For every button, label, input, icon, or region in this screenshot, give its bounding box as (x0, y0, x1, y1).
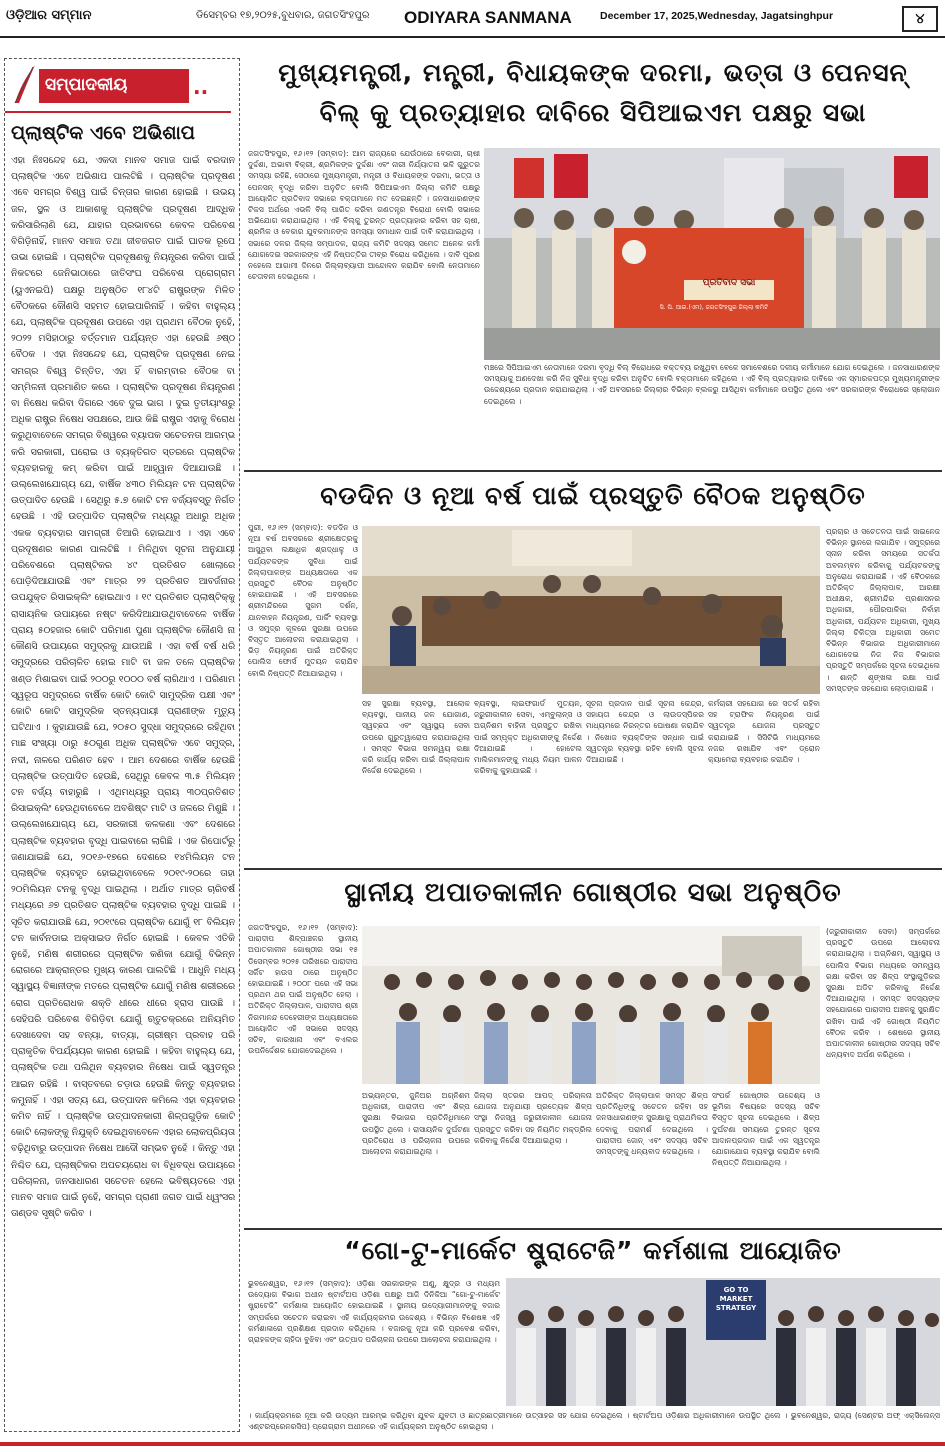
cpim-photo-caption: ମଞ୍ଚରେ ସିପିଆଇଏମ ନେତାମାନେ ଦରମା ବୃଦ୍ଧି ବିଲ୍ ବିରୋଧରେ ବକ୍ତବ୍ୟ ରଖୁଥିବା ବେଳେ ସମାବେଶରେ ଦଳୀୟ କର୍ମୀମାନେ ଯୋଗ ଦେଇଥିଲେ । ଜନସାଧାରଣଙ୍କ ସମସ୍ୟାକୁ ଅଣଦେଖା କରି ନିଜ ସୁବିଧା ବୃଦ୍ଧି କରିବା ଅନୁଚିତ ବୋଲି ବକ୍ତାମାନେ କହିଥିଲେ । ଏହି ବିଲ୍ ପ୍ରତ୍ୟାହାର ଦାବିରେ ଏକ ସ୍ମାରକପତ୍ର ମୁଖ୍ୟମନ୍ତ୍ରୀଙ୍କ ଉଦ୍ଦେଶ୍ୟରେ ପ୍ରଦାନ କରାଯାଇଥିଲା । ଏହି ଅବସରରେ ଜିଲ୍ଲାର ବିଭିନ୍ନ ବ୍ଲକରୁ ଆସିଥିବା କର୍ମୀମାନେ ଉପସ୍ଥିତ ଥିଲେ ଏବଂ ସରକାରଙ୍କ ବିରୋଧରେ ସ୍ଲୋଗାନ ଦେଇଥିଲେ । (484, 363, 940, 406)
gtm-workshop-photo (506, 1278, 940, 1406)
cpim-headline-line2: ବିଲ୍ କୁ ପ୍ରତ୍ୟାହାର ଦାବିରେ ସିପିଆଇଏମ ପକ୍ଷରୁ ସଭା (319, 98, 867, 127)
emergency-body-mid3: ଅତିରିକ୍ତ ଜିଲ୍ଲାପାଳ ସମସ୍ତ ଶିଳ୍ପ ପ୍ରତିନିଧିଙ୍କୁ ସଚେତନ ରହିବା ସହ ଜନସାଧାରଣଙ୍କ ସୁରକ୍ଷାକୁ ପ୍ରାଥମିକତା ଦେବାକୁ ପରାମର୍ଶ ଦେଇଥିଲେ । ପାରାଦୀପ ଜୋନ୍ ଏବଂ ସଦସ୍ୟ ସଚିବ ସମସ୍ତଙ୍କୁ ଧନ୍ୟବାଦ ଦେଇଥିଲେ । (596, 1091, 708, 1157)
protest-banner-subtitle: ସି. ପି. ଆଇ.(ଏମ), ଜଗତସିଂହପୁର ଜିଲ୍ଲା କମିଟି (659, 304, 769, 311)
cpim-rally-illustration (484, 148, 940, 360)
christmas-body-mid1: ସହ ସୁରକ୍ଷା ବ୍ୟବସ୍ଥା, ଆଲୋକ ବ୍ୟବସ୍ଥା, ପାନୀୟ ଜଳ ଯୋଗାଣ, ସ୍ୱଚ୍ଛତା ଏବଂ ସ୍ୱାସ୍ଥ୍ୟ ସେବା ଉପରେ ଗୁରୁତ୍ୱାରୋପ କରାଯାଇଥିଲା । ସମସ୍ତ ବିଭାଗ ସମନ୍ୱୟ ରକ୍ଷା କରି କାର୍ଯ୍ୟ କରିବା ପାଇଁ ଜିଲ୍ଲାପାଳ ନିର୍ଦ୍ଦେଶ ଦେଇଥିଲେ । (362, 699, 470, 776)
protest-banner-title: ପ୍ରତିବାଦ ସଭା (702, 278, 756, 288)
christmas-headline: ବଡଦିନ ଓ ନୂଆ ବର୍ଷ ପାଇଁ ପ୍ରସ୍ତୁତି ବୈଠକ ଅନୁଷ୍ଠିତ (320, 481, 866, 510)
emergency-body-right: (ଜରୁରୀକାଳୀନ ସେବା) ସମ୍ପର୍କରେ ପ୍ରସ୍ତୁତି ଉପରେ ଆଲୋଚନା କରାଯାଇଥିଲା । ଅଗ୍ନିଶମ, ସ୍ୱାସ୍ଥ୍ୟ ଓ ପୋଲିସ ବିଭାଗ ମଧ୍ୟରେ ସମନ୍ୱୟ ରକ୍ଷା କରିବା ସହ ଶିଳ୍ପ ସଂସ୍ଥାଗୁଡ଼ିକର ସୁରକ୍ଷା ଅଡିଟ କରିବାକୁ ନିର୍ଦ୍ଦେଶ ଦିଆଯାଇଥିଲା । ସମସ୍ତ ସଦସ୍ୟଙ୍କ ସହଯୋଗରେ ପାରାଦୀପ ଅଞ୍ଚଳକୁ ସୁରକ୍ଷିତ ରଖିବା ପାଇଁ ଏହି ଗୋଷ୍ଠୀ ନିୟମିତ ବୈଠକ କରିବ । ଶେଷରେ ସ୍ଥାନୀୟ ଅପାତକାଳୀନ ଗୋଷ୍ଠୀର ସଦସ୍ୟ ସଚିବ ଧନ୍ୟବାଦ ଅର୍ପଣ କରିଥିଲେ । (826, 927, 940, 1060)
meeting-room-illustration (362, 526, 820, 694)
gtm-body-bottom: । କାର୍ଯ୍ୟକ୍ରମରେ ନୂଆ କରି ଉଦ୍ୟମ ଆରମ୍ଭ କରିଥିବା ଯୁବକ ଯୁବତୀ ଓ ଛାତ୍ରଛାତ୍ରୀମାନେ ଉତ୍ସାହର ସହ ଯୋଗ ଦେଇଥିଲେ । ଷ୍ଟାର୍ଟଅପ ଓଡ଼ିଶାର ଅଧିକାରୀମାନେ ଉପସ୍ଥିତ ଥିଲେ । ଭୁବନେଶ୍ୱର, ରାଜ୍ୟ (ସେଣ୍ଟର ଅଫ୍ ଏକ୍ସିଲେନ୍ସ ଏଣ୍ଟରପ୍ରେନରସିପ) ପ୍ରୋଗ୍ରାମ ଅଧୀନରେ ଏହି କାର୍ଯ୍ୟକ୍ରମ ଅନୁଷ୍ଠିତ ହୋଇଥିଲା । (248, 1411, 940, 1432)
page-number: ୪ (902, 6, 938, 32)
gtm-body-left: ଭୁବନେଶ୍ୱର, ୧୬।୧୨ (ସମ୍ବାଦ): ଓଡ଼ିଶା ସରକାରଙ୍କ ଅଣୁ, କ୍ଷୁଦ୍ର ଓ ମଧ୍ୟମ ଉଦ୍ୟୋଗ ବିଭାଗ ଅଧୀନ ଷ୍ଟାର୍ଟଅପ ଓଡ଼ିଶା ପକ୍ଷରୁ ଆଜି ଦିନିକିଆ “ଗୋ-ଟୁ-ମାର୍କେଟ ଷ୍ଟ୍ରାଟେଜି” କର୍ମଶାଳା ଆୟୋଜିତ ହୋଇଯାଇଛି । ସ୍ଥାନୀୟ ଉଦ୍ୟୋଗୀମାନଙ୍କୁ ବଜାର ସମ୍ପର୍କରେ ସଚେତନ କରାଇବା ଏହି କାର୍ଯ୍ୟକ୍ରମର ଉଦ୍ଦେଶ୍ୟ । ବିଭିନ୍ନ ବିଶେଷଜ୍ଞ ଏହି କର୍ମଶାଳାରେ ପ୍ରଶିକ୍ଷଣ ପ୍ରଦାନ କରିଥିଲେ । ବଜାରକୁ ନୂଆ କରି ପ୍ରବେଶ କରିବା, ଗ୍ରାହକଙ୍କ ଚାହିଦା ବୁଝିବା ଏବଂ ଉତ୍ପାଦ ପରିଚାଳନା ଉପରେ ଆଲୋଚନା କରାଯାଇଥିଲା । (248, 1279, 500, 1345)
editorial-body: ଏହା ନିଃସନ୍ଦେହ ଯେ, ଏକଦା ମାନବ ସମାଜ ପାଇଁ ବରଦାନ ପ୍ଲାଷ୍ଟିକ ଏବେ ଅଭିଶାପ ପାଲଟିଛି । ପ୍ଲାଷ୍ଟିକ ପ୍ରଦୂଷଣ ଏବେ ସମଗ୍ର ବିଶ୍ୱ ପାଇଁ ଚିନ୍ତାର କାରଣ ହୋଇଛି । ଉଭୟ ଜଳ, ସ୍ଥଳ ଓ ଆକାଶକୁ ପ୍ଲାଷ୍ଟିକ ପ୍ରଦୂଷଣ ଆଦ୍ଧିକ କରିସାରିଲାଣି ଯେ, ଯାହାର ପ୍ରଭାବରେ କେବଳ ପରିବେଶ ବିଗିଡ଼ିନାହିଁ, ମାନବ ସମାଜ ତଥା ଜୀବଜଗତ ପାଇଁ ଘାତକ ରୂପେ ଉଭା ହୋଇଛି । ପ୍ଲାଷ୍ଟିକ ପ୍ରଦୂଷଣକୁ ନିୟନ୍ତ୍ରଣ କରିବା ପାଇଁ ନିକଟରେ ଜେନିଭାଠାରେ ଜାତିସଂଘ ପରିବେଶ ପ୍ରୋଗ୍ରାମ (ୟୁଏନଇପି) ପକ୍ଷରୁ ଅନୁଷ୍ଠିତ ୧୮୪ଟି ରାଷ୍ଟ୍ରଙ୍କ ମିଳିତ ବୈଠକରେ କୌଣସି ସହମତ ହୋଇପାରିନାହିଁ । କହିବା ବାହୁଲ୍ୟ ଯେ, ପ୍ଲାଷ୍ଟିକ ପ୍ରଦୂଷଣ ଉପରେ ଏହା ପ୍ରଥମ ବୈଠକ ନୁହେଁ, ୨୦୨୨ ମସିହାଠାରୁ ବର୍ତ୍ତମାନ ପର୍ଯ୍ୟନ୍ତ ଏହା ହେଉଛି ୬ଷ୍ଠ ବୈଠକ । ଏହା ନିଃସନ୍ଦେହ ଯେ, ପ୍ଲାଷ୍ଟିକ ପ୍ରଦୂଷଣ ନେଇ ସମଗ୍ର ବିଶ୍ୱ ଚିନ୍ତିତ, ଏହା ହିଁ ବାରମ୍ବାର ବୈଠକ ବା ସମ୍ମିଳନୀ ପ୍ରମାଣିତ କରେ । ପ୍ଲାଷ୍ଟିକ ପ୍ରଦୂଷଣ ନିୟନ୍ତ୍ରଣ ବା ନିଷେଧ କରିବା ଦିଗରେ ଏବେ ଦୁଇ ଭାଗ । ଦୁଇ ତୃତୀୟାଂଶରୁ ଅଧିକ ରାଷ୍ଟ୍ର ନିଷେଧ ସପକ୍ଷରେ, ଆଉ କିଛି ରାଷ୍ଟ୍ର ଏହାକୁ ବିରୋଧ କରୁଥିବାବେଳେ ସମଗ୍ର ବିଶ୍ୱରେ ବ୍ୟାପକ ସଚେତନତା ଆରମ୍ଭ କରି ସରକାରୀ, ଘରୋଇ ଓ ବ୍ୟକ୍ତିଗତ ସ୍ତରରେ ପ୍ଲାଷ୍ଟିକ ବ୍ୟବହାରକୁ କମ୍ କରିବା ପାଇଁ ଆହ୍ୱାନ ଦିଆଯାଉଛି । ଉଲ୍ଲେଖଯୋଗ୍ୟ ଯେ, ବାର୍ଷିକ ୪୩୦ ମିଲିୟନ ଟନ ପ୍ଲାଷ୍ଟିକ ଉତ୍ପାଦିତ ହେଉଛି । ସେଥିରୁ ୫.୭ କୋଟି ଟନ ବର୍ଜ୍ୟବସ୍ତୁ ନିର୍ଗତ ହେଉଛି । ଏହି ଉତ୍ପାଦିତ ପ୍ଲାଷ୍ଟିକ ମଧ୍ୟରୁ ଅଧାରୁ ଅଧିକ ଏକକ ବ୍ୟବହାର ସାମଗ୍ରୀ ତିଆରି ହୋଇଥାଏ । ଏହା ଏବେ ପ୍ରଦୂଷଣର କାରଣ ପାଲଟିଛି । ମିଳିଥିବା ସୂଚନା ଅନୁଯାୟୀ ପରିବେଶରେ ପ୍ଲାଷ୍ଟିକର ୪୯ ପ୍ରତିଶତ ଖୋଲାରେ ପୋଡ଼ିଦିଆଯାଉଛି ଏବଂ ମାତ୍ର ୨୨ ପ୍ରତିଶତ ଆବର୍ଜନାର ଉପଯୁକ୍ତ ରିସାଇକ୍ଲିଂ ହୋଇଥାଏ । ୧୯ ପ୍ରତିଶତ ପ୍ଲାଷ୍ଟିକ୍‌କୁ ରାସାୟନିକ ଉପାୟରେ ନଷ୍ଟ କରିଦିଆଯାଉଥିବାବେଳେ ବାର୍ଷିକ ପ୍ରାୟ ୫୦ହଜାର କୋଟି ପରିମାଣ ପୁଣା ପ୍ଲାଷ୍ଟିକ କୌଣସି ନା କୌଣସି ଉପାୟରେ ସମୁଦ୍ରକୁ ଯାଉଅଛି । ଏହା ବର୍ଷ ବର୍ଷ ଧରି ସମୁଦ୍ରରେ ପରିଚାଳିତ ହୋଇ ମାଟି ବା ଜଳ ତଳେ ପ୍ଲାଷ୍ଟିକ ଖଣ୍ଡ ମିଶାଇବା ପାଇଁ ୨୦୦ରୁ ୧୦୦୦ ବର୍ଷ ଲାଗିଥାଏ । ପରିଣାମ ସ୍ୱରୂପ ସମୁଦ୍ରରେ ବାର୍ଷିକ କୋଟି କୋଟି ସାମୁଦ୍ରିକ ପକ୍ଷୀ ଏବଂ କୋଟି କୋଟି ସାମୁଦ୍ରିକ ସ୍ତନ୍ୟପାୟୀ ପ୍ରାଣୀଙ୍କ ମୃତ୍ୟୁ ଘଟିଥାଏ । କୁହାଯାଉଛି ଯେ, ୨୦୫୦ ସୁଦ୍ଧା ସମୁଦ୍ରରେ ରହିଥିବା ମାଛ ସଂଖ୍ୟା ଠାରୁ ୫୦ଗୁଣ ଅଧିକ ପ୍ଲାଷ୍ଟିକ ଏବେ ସମୁଦ୍ର, ନଦୀ, ନାଳରେ ପରିଣତ ହେବ । ଆମ ଦେଶରେ ବାର୍ଷିକ ହେଉଛି ପ୍ଲାଷ୍ଟିକ ଉତ୍ପାଦିତ ହେଉଛି, ସେଥିରୁ କେବଳ ୩.୫ ମିଲିୟନ ଟନ ବର୍ଜ୍ୟ ବାହାରୁଛି । ଏଥିମଧ୍ୟରୁ ପ୍ରାୟ ୩୦ପ୍ରତିଶତ ରିସାଇକ୍ଲିଂ ହେଉଥିବାବେଳେ ଅବଶିଷ୍ଟ ମାଟି ଓ ଜଳରେ ମିଶୁଛି । ଉଲ୍ଲେଖଯୋଗ୍ୟ ଯେ, ସରକାରୀ କଳକଣା ଏବଂ ଦେଶରେ ପ୍ଲାଷ୍ଟିକ ବ୍ୟବହାର ବୃଦ୍ଧି ପାଇବାରେ ଲାଗିଛି । ଏକ ରିପୋର୍ଟରୁ ଜଣାଯାଇଛି ଯେ, ୨୦୧୬-୧୭ରେ ଦେଶରେ ୧୪ମିଲିୟନ ଟନ ପ୍ଲାଷ୍ଟିକ ବ୍ୟବହୃତ ହୋଇଥିବାବେଳେ ୨୦୧୯-୨୦ରେ ତାହା ୨୦ମିଲିୟନ ଟନକୁ ବୃଦ୍ଧି ପାଇଥିଲା । ଅର୍ଥାତ ମାତ୍ର ଚାରିବର୍ଷ ମଧ୍ୟରେ ୬୭ ପ୍ରତିଶତ ପ୍ଲାଷ୍ଟିକ ବ୍ୟବହାର ବୃଦ୍ଧି ପାଇଛି । ସୂଚିତ କରାଯାଉଛି ଯେ, ୨୦୧୯ରେ ପ୍ଲାଷ୍ଟିକ ଯୋଗୁଁ ୧୮ ବିଲିୟନ ଟନ କାର୍ବନଡାଇ ଅକ୍ସାଇଡ ନିର୍ଗତ ହୋଇଛି । କେବଳ ଏତିକି ନୁହେଁ, ମଣିଷ ଶରୀରରେ ପ୍ଲାଷ୍ଟିକ କଣିକା ଯୋଗୁଁ ବିଭିନ୍ନ ରୋଗରେ ଆକ୍ରାନ୍ତର ମୁଖ୍ୟ କାରଣ ପାଲଟିଛି । ଆଧୁନି ମଧ୍ୟ ସ୍ୱାସ୍ଥ୍ୟ ବିଜ୍ଞାନୀଙ୍କ ମତରେ ପ୍ଲାଷ୍ଟିକ ଯୋଗୁଁ ମଣିଷ ଶରୀରରେ ରୋଗ ପ୍ରତିରୋଧକ ଶକ୍ତି ଧୀରେ ଧୀରେ ହ୍ରାସ ପାଉଛି । ସେହିପରି ପରିବେଶ ବିଗିଡ଼ିବା ଯୋଗୁଁ ଋତୁଚକ୍ରରେ ଅନିୟମିତ ଦେଖାଦେବା ସହ ବନ୍ୟା, ବାତ୍ୟା, ଗ୍ରୀଷ୍ମ ପ୍ରବାହ ପରି ପ୍ରାକୃତିକ ବିପର୍ଯ୍ୟୟର କାରଣ ହୋଇଛି । କହିବା ବାହୁଲ୍ୟ ଯେ, ପ୍ଲାଷ୍ଟିକ ତଥା ପଲିଥିନ ବ୍ୟବହାର ନିଷେଧ ପାଇଁ ସ୍ୱତନ୍ତ୍ର ଆଇନ ରହିଛି । ବାସ୍ତବରେ ଚଡ଼ାଉ ହେଉଛି କିନ୍ତୁ ବ୍ୟବହାର କମୁନାହିଁ । ଏହା ସତ୍ୟ ଯେ, ଉତ୍ପାଦନ କମିଲେ ଏହା ବ୍ୟବହାର କମିବ ନାହିଁ । ପ୍ଲାଷ୍ଟିକ ଉତ୍ପାଦନକାରୀ ଶିଳ୍ପଗୁଡ଼ିକ କୋଟି କୋଟି ଲୋକଙ୍କୁ ନିଯୁକ୍ତି ଦେଇଥିବାବେଳେ ଏହାର ଲୋକପ୍ରିୟତା ବଢ଼ିଥିବାରୁ ଉତ୍ପାଦନ ନିଷେଧ ଆଦୌ ସମ୍ଭବ ନୁହେଁ । କିନ୍ତୁ ଏହା ନିଶ୍ଚିତ ଯେ, ପ୍ଲାଷ୍ଟିକର ଅପଚୟରୋଧ ବା ବିଧିବଦ୍ଧ ଉପାୟରେ ପରିଚାଳନା, ଜନସାଧାରଣ ସଚେତନ ହେଲେ ଭବିଷ୍ୟତରେ ଏହା ମାନବ ସମାଜ ପାଇଁ ନୁହେଁ, ସମଗ୍ର ପ୍ରାଣୀ ଜଗତ ପାଇଁ ଧ୍ୱଂସର ତାଣ୍ଡବ ସୃଷ୍ଟି କରିବ । (11, 155, 235, 1220)
christmas-body-mid3: ସୂଚନା ପ୍ରଦାନ ପାଇଁ ସୂଚନା କେନ୍ଦ୍ର, ସହାୟତା କେନ୍ଦ୍ର ଓ ଲାଉଡସ୍ପିକର ମାଧ୍ୟମରେ ନିରନ୍ତର ଘୋଷଣା କରାଯିବ । ନିଖୋଜ ବ୍ୟକ୍ତିଙ୍କ ସନ୍ଧାନ ପାଇଁ ସ୍ୱତନ୍ତ୍ର ବ୍ୟବସ୍ଥା ରହିବ ବୋଲି ସୂଚନା ଦିଆଯାଇଛି । (586, 699, 704, 765)
emergency-headline: ସ୍ଥାନୀୟ ଅପାତକାଳୀନ ଗୋଷ୍ଠୀର ସଭା ଅନୁଷ୍ଠିତ (344, 878, 842, 908)
christmas-meeting-photo (362, 526, 820, 694)
editorial-banner-text: ସମ୍ପାଦକୀୟ (45, 75, 128, 95)
cpim-article-body: ଜଗତସିଂହପୁର, ୧୬।୧୨ (ସମ୍ବାଦ): ଆମ ରାଜ୍ୟରେ ଯେଉଁଠାରେ ବେକାରୀ, ଚାଷୀ ଦୁର୍ଦ୍ଦଶା, ଅଭାବୀ ବିକ୍ରୀ, ଶ୍ରମିକଙ୍କ ଦୁର୍ଦ୍ଦଶା ଏବଂ ନାରୀ ନିର୍ଯ୍ୟାତନା ଭଳି ଗୁରୁତର ସମସ୍ୟା ରହିଛି, ସେଠାରେ ମୁଖ୍ୟମନ୍ତ୍ରୀ, ମନ୍ତ୍ରୀ ଓ ବିଧାୟକଙ୍କ ଦରମା, ଭତ୍ତା ଓ ପେନସନ୍ ବୃଦ୍ଧି କରିବା ଅନୁଚିତ ବୋଲି ସିପିଆଇଏମ ଜିଲ୍ଲା କମିଟି ପକ୍ଷରୁ ଆୟୋଜିତ ପ୍ରତିବାଦ ସଭାରେ ବକ୍ତାମାନେ ମତ ଦେଇଛନ୍ତି । ଜନସାଧାରଣଙ୍କ ଟିକସ ଅର୍ଥରେ ଏଭଳି ବିଲ୍ ପାରିତ କରିବା ଗଣତନ୍ତ୍ର ବିରୋଧୀ ବୋଲି ସଭାରେ ଅଭିଯୋଗ କରାଯାଇଥିଲା । ଏହି ବିଲ୍‌କୁ ତୁରନ୍ତ ପ୍ରତ୍ୟାହାର କରିବା ସହ ଚାଷୀ, ଶ୍ରମିକ ଓ ବେକାର ଯୁବକମାନଙ୍କ ସମସ୍ୟା ସମାଧାନ ପାଇଁ ଦାବି କରାଯାଇଥିଲା । ସଭାରେ ଦଳର ଜିଲ୍ଲା ସମ୍ପାଦକ, ରାଜ୍ୟ କମିଟି ସଦସ୍ୟ ସମେତ ଅନେକ କର୍ମୀ ଯୋଗଦେଇ ସରକାରଙ୍କ ଏହି ନିଷ୍ପତ୍ତିର ତୀବ୍ର ବିରୋଧ କରିଥିଲେ । ଦାବି ପୂରଣ ନହେଲେ ଆଗାମୀ ଦିନରେ ଜିଲ୍ଲାବ୍ୟାପୀ ଆନ୍ଦୋଳନ କରାଯିବ ବୋଲି ନେତାମାନେ ଚେତାବନୀ ଦେଇଥିଲେ । (248, 149, 480, 282)
group-photo-illustration (362, 926, 820, 1084)
editorial-divider (5, 111, 231, 113)
christmas-body-mid4: କର୍ମଚାରୀ ସହଯୋଗ ରେ ସତର୍କ ରହିବା ସହ ଟ୍ରାଫିକ ନିୟନ୍ତ୍ରଣ ପାଇଁ ସ୍ୱତନ୍ତ୍ର ଯୋଜନା ପ୍ରସ୍ତୁତ କରାଯାଇଛି । ସିସିଟିଭି ମାଧ୍ୟମରେ ନଜର ରଖାଯିବ ଏବଂ ଡ୍ରୋନ କ୍ୟାମେରା ବ୍ୟବହାର କରାଯିବ । (708, 699, 820, 765)
editorial-title: ପ୍ଲାଷ୍ଟିକ ଏବେ ଅଭିଶାପ (11, 122, 196, 144)
cpim-headline-line1: ମୁଖ୍ୟମନ୍ତ୍ରୀ, ମନ୍ତ୍ରୀ, ବିଧାୟକଙ୍କ ଦରମା, ଭତ୍ତା ଓ ପେନସନ୍ (278, 58, 908, 87)
newspaper-name: ODIYARA SANMANA (404, 8, 572, 27)
masthead-logo: ଓଡ଼ିଆର ସମ୍ମାନ (6, 8, 92, 23)
header-date-english: December 17, 2025,Wednesday, Jagatsinghpur (600, 10, 834, 22)
editorial-column (4, 58, 240, 1432)
emergency-body-mid4: ସଂପର୍କ ଗୋଷ୍ଠୀର ଉଦ୍ଦେଶ୍ୟ ଓ ଭୂମିକା ବିଷୟରେ ସଦସ୍ୟ ସଚିବ ବିସ୍ତୃତ ସୂଚନା ଦେଇଥିଲେ । ଶିଳ୍ପ ଦୁର୍ଘଟଣା ସମୟରେ ତୁରନ୍ତ ସୂଚନା ଆଦାନପ୍ରଦାନ ପାଇଁ ଏକ ସ୍ୱତନ୍ତ୍ର ଯୋଗାଯୋଗ ବ୍ୟବସ୍ଥା କରାଯିବ ବୋଲି ନିଷ୍ପତ୍ତି ନିଆଯାଇଥିଲା । (712, 1091, 820, 1168)
emergency-body-mid1: ଅଭ୍ୟନ୍ତର, ଜୁନିଅର ଅଗ୍ନିଶମ ଅଧିକାରୀ, ପାରାଦୀପ ଏବଂ ଶିଳ୍ପ ସୁରକ୍ଷା ବିଭାଗର ପ୍ରତିନିଧିମାନେ ଉପସ୍ଥିତ ଥିଲେ । ରାସାୟନିକ ଦୁର୍ଘଟଣା ପ୍ରତିରୋଧ ଓ ପରିଚାଳନା ଉପରେ ଆଲୋଚନା କରାଯାଇଥିଲା । (362, 1091, 470, 1157)
section-divider-1 (244, 470, 942, 472)
section-divider-3 (244, 1228, 942, 1230)
section-divider-2 (244, 868, 942, 870)
gtm-headline: “ଗୋ-ଟୁ-ମାର୍କେଟ ଷ୍ଟ୍ରାଟେଜି” କର୍ମଶାଳା ଆୟୋଜିତ (344, 1236, 842, 1265)
emergency-body-left: ଜଗତସିଂହପୁର, ୧୬।୧୨ (ସମ୍ବାଦ): ପାରାଦୀପ ଶିଳ୍ପାଞ୍ଚଳର ସ୍ଥାନୀୟ ଅପାତକାଳୀନ ଗୋଷ୍ଠୀର ସଭା ୧୫ ଡିସେମ୍ବର ୨୦୨୫ ତାରିଖରେ ପାରାଦୀପ ସର୍କିଟ ହାଉସ ଠାରେ ଅନୁଷ୍ଠିତ ହୋଇଯାଇଛି । ୨୦୦୮ ପରେ ଏହି ସଭା ପ୍ରଥମ ଥର ପାଇଁ ଅନୁଷ୍ଠିତ ହେଲା । ଅତିରିକ୍ତ ଜିଲ୍ଲାପାଳ, ପାରାଦୀପ ଶ୍ରୀ ନିଗମାନନ୍ଦ ଦେହେରୀଙ୍କ ଅଧ୍ୟକ୍ଷତାରେ ଆୟୋଜିତ ଏହି ସଭାରେ ସଦସ୍ୟ ସଚିବ, କାରଖାନା ଏବଂ ବଏଲର ଉପନିର୍ଦ୍ଦେଶକ ଯୋଗଦେଇଥିଲେ । (248, 923, 358, 1056)
editorial-banner (11, 63, 231, 109)
christmas-body-left: ପୁରୀ, ୧୬।୧୨ (ସମ୍ବାଦ): ବଡଦିନ ଓ ନୂଆ ବର୍ଷ ଅବସରରେ ଶ୍ରୀକ୍ଷେତ୍ରକୁ ଆସୁଥିବା ଲକ୍ଷାଧିକ ଶ୍ରଦ୍ଧାଳୁ ଓ ପର୍ଯ୍ୟଟକଙ୍କ ସୁବିଧା ପାଇଁ ଜିଲ୍ଲାପାଳଙ୍କ ଅଧ୍ୟକ୍ଷତାରେ ଏକ ପ୍ରସ୍ତୁତି ବୈଠକ ଅନୁଷ୍ଠିତ ହୋଇଯାଇଛି । ଏହି ଅବସରରେ ଶ୍ରୀମନ୍ଦିରରେ ସୁଗମ ଦର୍ଶନ, ଯାନବାହନ ନିୟନ୍ତ୍ରଣ, ପାର୍କିଂ ବ୍ୟବସ୍ଥା ଓ ସମୁଦ୍ର କୂଳରେ ସୁରକ୍ଷା ଉପରେ ବିସ୍ତୃତ ଆଲୋଚନା କରାଯାଇଥିଲା । ଭିଡ଼ ନିୟନ୍ତ୍ରଣ ପାଇଁ ଅତିରିକ୍ତ ପୋଲିସ ଫୋର୍ସ ମୁତୟନ କରାଯିବ ବୋଲି ନିଷ୍ପତ୍ତି ନିଆଯାଇଥିଲା । (248, 523, 358, 678)
christmas-body-right: ପ୍ରଚାର ଓ ସଚେତନତା ପାଇଁ ସାଇନେଜ ବିଭିନ୍ନ ସ୍ଥାନରେ ଲଗାଯିବ । ସମୁଦ୍ରରେ ସ୍ନାନ କରିବା ସମୟରେ ସତର୍କତା ଅବଲମ୍ବନ କରିବାକୁ ପର୍ଯ୍ୟଟକଙ୍କୁ ଅନୁରୋଧ କରାଯାଇଛି । ଏହି ବୈଠକରେ ଅତିରିକ୍ତ ଜିଲ୍ଲାପାଳ, ଆରକ୍ଷୀ ଅଧୀକ୍ଷକ, ଶ୍ରୀମନ୍ଦିର ପ୍ରଶାସନର ଅଧିକାରୀ, ପୌରପାଳିକା ନିର୍ବାହୀ ଅଧିକାରୀ, ପର୍ଯ୍ୟଟନ ଅଧିକାରୀ, ମୁଖ୍ୟ ଜିଲ୍ଲା ଚିକିତ୍ସା ଅଧିକାରୀ ସମେତ ବିଭିନ୍ନ ବିଭାଗର ଅଧିକାରୀମାନେ ଯୋଗଦେଇ ନିଜ ନିଜ ବିଭାଗର ପ୍ରସ୍ତୁତି ସମ୍ପର୍କରେ ସୂଚନା ଦେଇଥିଲେ । ଶାନ୍ତି ଶୃଙ୍ଖଳା ରକ୍ଷା ପାଇଁ ସମସ୍ତଙ୍କ ସହଯୋଗ ଲୋଡ଼ାଯାଇଛି । (826, 527, 940, 693)
emergency-group-photo (362, 926, 820, 1084)
header-date-odia: ଡିସେମ୍ବର ୧୭,୨୦୨୫,ବୁଧବାର, ଜଗତସିଂହପୁର (196, 10, 370, 21)
footer-rule (0, 1442, 945, 1446)
cpim-rally-photo (484, 148, 940, 360)
gtm-poster-text: GO TO MARKET STRATEGY (715, 1286, 757, 1312)
quill-icon (11, 63, 37, 107)
masthead (0, 0, 945, 38)
emergency-body-mid2: ଜିଲ୍ଲା ସ୍ତରର ଆପଦ୍ ପରିଚାଳନା ଯୋଜନା ଅନୁଯାୟୀ ପ୍ରତ୍ୟେକ ଶିଳ୍ପ ସଂସ୍ଥା ନିଜସ୍ୱ ଜରୁରୀକାଳୀନ ଯୋଜନା ପ୍ରସ୍ତୁତ କରିବା ସହ ନିୟମିତ ମକ୍‌ଡ୍ରିଲ କରିବାକୁ ନିର୍ଦ୍ଦେଶ ଦିଆଯାଇଥିଲା । (474, 1091, 592, 1145)
editorial-banner-dots: .. (193, 75, 209, 99)
christmas-body-mid2: ବ୍ୟବସ୍ଥା, ଲାଇଫଗାର୍ଡ ମୁତୟନ, ଜରୁରୀକାଳୀନ ସେବା, ଏମ୍ବୁଲାନ୍ସ ଓ ଅଗ୍ନିଶମ ବାହିନୀ ପ୍ରସ୍ତୁତ ରଖିବା ପାଇଁ ସମ୍ପୃକ୍ତ ଅଧିକାରୀଙ୍କୁ ନିର୍ଦ୍ଦେଶ ଦିଆଯାଇଛି । ହୋଟେଲ ମାଲିକମାନଙ୍କୁ ମଧ୍ୟ ନିୟମ ପାଳନ କରିବାକୁ କୁହାଯାଇଛି । (474, 699, 582, 776)
